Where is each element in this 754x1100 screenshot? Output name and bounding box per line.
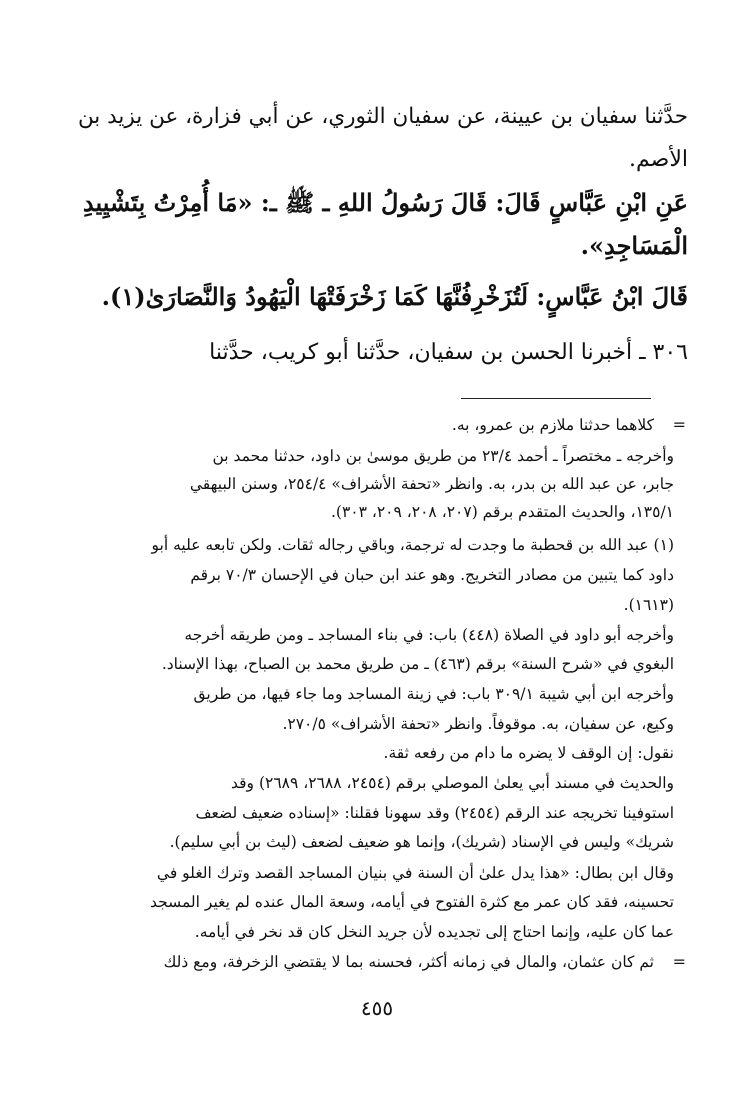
footnote-line: تحسينه، فقد كان عمر مع كثرة الفتوح في أيامه، وسعة المال عنده لم يغير المسجد <box>150 893 674 911</box>
hadith-line: الْمَسَاجِدِ». <box>580 231 688 260</box>
main-line: ٣٠٦ ـ أخبرنا الحسن بن سفيان، حدَّثنا أبو كريب، حدَّثنا <box>209 340 688 365</box>
footnote-line: ثم كان عثمان، والمال في زمانه أكثر، فحسنه بما لا يقتضي الزخرفة، ومع ذلك <box>163 953 654 971</box>
footnote-line: جابر، عن عبد الله بن بدر، به. وانظر «تحفة الأشراف» ٢٥٤/٤، وسنن البيهقي <box>189 475 674 493</box>
footnote-line: نقول: إن الوقف لا يضره ما دام من رفعه ثقة. <box>383 744 674 762</box>
hadith-line: عَنِ ابْنِ عَبَّاسٍ قَالَ: قَالَ رَسُولُ اللهِ ـ ﷺ ـ: «مَا أُمِرْتُ بِتَشْيِيدِ <box>82 188 688 217</box>
footnote-line: استوفينا تخريجه عند الرقم (٢٤٥٤) وقد سهونا فقلنا: «إسناده ضعيف لضعف <box>195 804 674 822</box>
footnote-line: داود كما يتبين من مصادر التخريج. وهو عند ابن حبان في الإحسان ٧٠/٣ برقم <box>190 566 674 584</box>
continuation-marker: = <box>672 952 686 971</box>
footnote-line: والحديث في مسند أبي يعلىٰ الموصلي برقم (٢٤٥٤، ٢٦٨٨، ٢٦٨٩) وقد <box>230 774 674 792</box>
footnote-line: شريك» وليس في الإسناد (شريك)، وإنما هو ضعيف لضعف (ليث بن أبي سليم). <box>169 833 674 851</box>
footnote-line: ١٣٥/١، والحديث المتقدم برقم (٢٠٧، ٢٠٨، ٢٠٩، ٣٠٣). <box>330 503 674 521</box>
footnote-line: وقال ابن بطال: «هذا يدل علىٰ أن السنة في بنيان المساجد القصد وترك الغلو في <box>156 864 674 882</box>
footnote-line: كلاهما حدثنا ملازم بن عمرو، به. <box>451 416 654 434</box>
continuation-marker: = <box>672 415 686 434</box>
footnote-line: وأخرجه أبو داود في الصلاة (٤٤٨) باب: في بناء المساجد ـ ومن طريقه أخرجه <box>184 626 674 644</box>
footnote-line: (١) عبد الله بن قحطبة ما وجدت له ترجمة، وباقي رجاله ثقات. ولكن تابعه عليه أبو <box>151 536 674 554</box>
main-line: حدَّثنا سفيان بن عيينة، عن سفيان الثوري، عن أبي فزارة، عن يزيد بن <box>77 104 688 129</box>
footnote-line: (١٦١٣). <box>623 596 674 614</box>
footnote-line: وأخرجه ابن أبي شيبة ٣٠٩/١ باب: في زينة المساجد وما جاء فيها، من طريق <box>193 685 674 703</box>
main-line: الأصم. <box>629 147 688 172</box>
footnote-line: وكيع، عن سفيان، به. موقوفاً. وانظر «تحفة الأشراف» ٢٧٠/٥. <box>282 715 674 733</box>
footnote-line: وأخرجه ـ مختصراً ـ أحمد ٢٣/٤ من طريق موسىٰ بن داود، حدثنا محمد بن <box>212 447 674 465</box>
footnote-line: عما كان عليه، وإنما احتاج إلى تجديده لأن جريد النخل كان قد نخر في أيامه. <box>194 923 674 941</box>
hadith-line: قَالَ ابْنُ عَبَّاسٍ: لَتُزَخْرِفُنَّهَا كَمَا زَخْرَفَتْهَا الْيَهُودُ وَالنَّصَارَىٰ(١). <box>101 282 688 311</box>
footnote-divider <box>461 398 651 399</box>
page-number: ٤٥٥ <box>360 996 394 1020</box>
footnote-line: البغوي في «شرح السنة» برقم (٤٦٣) ـ من طريق محمد بن الصباح، بهذا الإسناد. <box>161 655 674 673</box>
